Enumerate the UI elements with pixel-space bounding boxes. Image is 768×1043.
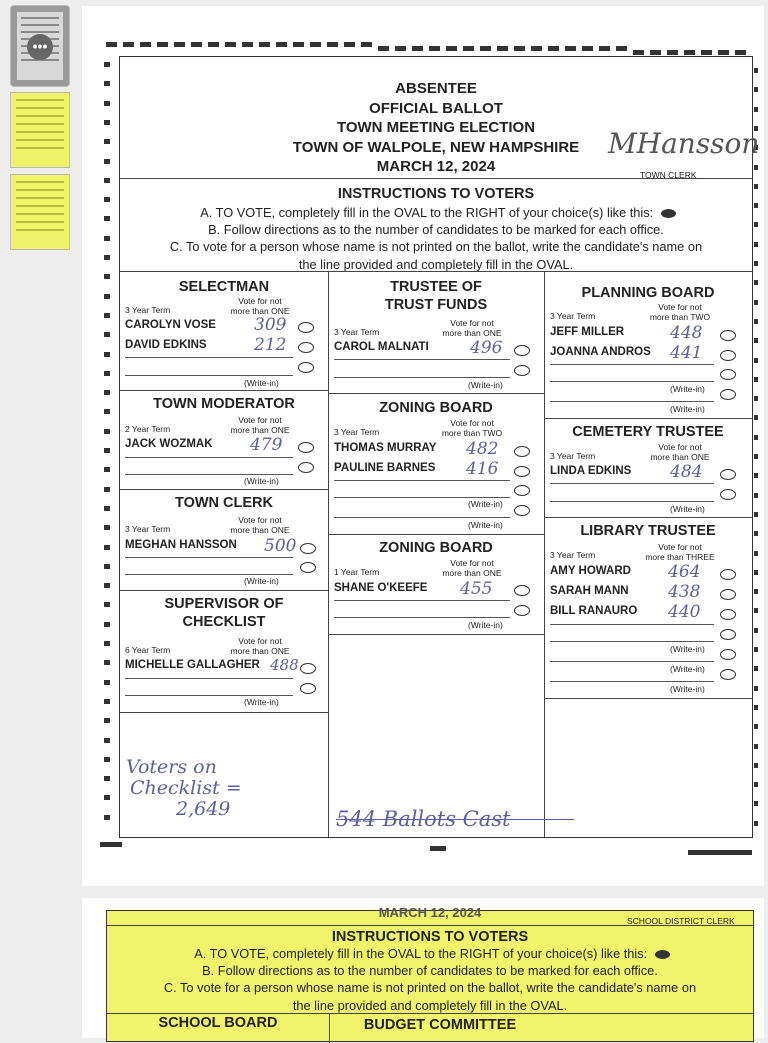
timing-mark bbox=[104, 120, 110, 125]
vote-oval[interactable] bbox=[298, 362, 314, 373]
vote-oval[interactable] bbox=[720, 369, 736, 380]
timing-mark bbox=[104, 641, 110, 646]
ballot-frame bbox=[119, 56, 760, 838]
candidate-name: SHANE O'KEEFE bbox=[334, 582, 428, 594]
write-in-label: (Write-in) bbox=[670, 384, 705, 394]
timing-mark bbox=[754, 608, 758, 613]
timing-mark bbox=[104, 738, 110, 743]
write-in-label: (Write-in) bbox=[670, 664, 705, 674]
write-in-label: (Write-in) bbox=[244, 576, 279, 586]
timing-mark bbox=[754, 551, 758, 556]
header-line: TOWN MEETING ELECTION bbox=[336, 119, 536, 136]
timing-mark bbox=[104, 313, 110, 318]
timing-mark bbox=[104, 699, 110, 704]
office-cemetery-trustee: CEMETERY TRUSTEE bbox=[572, 424, 724, 440]
timing-mark bbox=[754, 473, 758, 478]
vote-oval[interactable] bbox=[298, 322, 314, 333]
term: 3 Year Term bbox=[125, 305, 171, 315]
write-in-label: (Write-in) bbox=[670, 504, 705, 514]
timing-mark bbox=[104, 197, 110, 202]
timing-mark bbox=[754, 319, 758, 324]
timing-mark bbox=[754, 647, 758, 652]
timing-mark bbox=[104, 564, 110, 569]
timing-mark bbox=[616, 46, 627, 51]
office-town-clerk: TOWN CLERK bbox=[174, 495, 273, 511]
candidate-name: JOANNA ANDROS bbox=[550, 346, 651, 358]
vote-count: 309 bbox=[254, 315, 287, 335]
clerk-signature: MHansson bbox=[608, 127, 760, 160]
write-in-label: (Write-in) bbox=[468, 380, 503, 390]
write-in-label: (Write-in) bbox=[244, 697, 279, 707]
vote-oval[interactable] bbox=[720, 389, 736, 400]
timing-mark bbox=[754, 724, 758, 729]
timing-mark bbox=[429, 46, 440, 51]
vote-oval[interactable] bbox=[514, 345, 530, 356]
timing-mark bbox=[104, 622, 110, 627]
vote-oval[interactable] bbox=[720, 569, 736, 580]
write-in-label: (Write-in) bbox=[670, 404, 705, 414]
ballot-page-1 bbox=[82, 6, 764, 886]
timing-mark bbox=[104, 583, 110, 588]
vote-oval[interactable] bbox=[514, 466, 530, 477]
term: 1 Year Term bbox=[334, 567, 380, 577]
timing-mark bbox=[754, 280, 758, 285]
timing-mark bbox=[754, 435, 758, 440]
timing-mark bbox=[378, 46, 389, 51]
vote-limit: Vote for not more than ONE bbox=[650, 442, 710, 462]
office-library-trustee: LIBRARY TRUSTEE bbox=[580, 523, 716, 539]
header-line: OFFICIAL BALLOT bbox=[369, 99, 503, 117]
timing-mark bbox=[633, 50, 644, 55]
vote-oval[interactable] bbox=[300, 562, 316, 573]
vote-limit: Vote for not more than THREE bbox=[645, 542, 715, 562]
candidate-name: CAROL MALNATI bbox=[334, 341, 429, 353]
timing-mark bbox=[754, 242, 758, 247]
timing-mark bbox=[754, 203, 758, 208]
timing-mark bbox=[754, 744, 758, 749]
timing-mark bbox=[174, 42, 185, 47]
timing-mark bbox=[754, 570, 758, 575]
timing-mark bbox=[104, 62, 110, 67]
timing-mark bbox=[104, 274, 110, 279]
timing-mark bbox=[754, 261, 758, 266]
timing-mark bbox=[754, 377, 758, 382]
vote-oval[interactable] bbox=[514, 485, 530, 496]
timing-mark bbox=[754, 222, 758, 227]
timing-mark bbox=[599, 46, 610, 51]
instructions-page2: A. TO VOTE, completely fill in the OVAL to the RIGHT of your choice(s) like this: B. Follow directions as to the number of candidates to be marked for each office. C. To vote for a person whose name is not printed on the ballot, write the candidate's name on the line provided and completely fill in the OVAL. bbox=[163, 946, 697, 1013]
vote-oval[interactable] bbox=[720, 629, 736, 640]
clerk-title: TOWN CLERK bbox=[640, 170, 697, 180]
term: 3 Year Term bbox=[334, 327, 380, 337]
header-line: TOWN OF WALPOLE, NEW HAMPSHIRE bbox=[292, 138, 580, 156]
timing-mark bbox=[667, 50, 678, 55]
timing-mark bbox=[104, 776, 110, 781]
vote-limit: Vote for not more than TWO bbox=[441, 418, 503, 438]
timing-mark bbox=[104, 294, 110, 299]
vote-oval[interactable] bbox=[514, 365, 530, 376]
header-partial: MARCH 12, 2024 bbox=[378, 905, 482, 920]
timing-mark bbox=[104, 371, 110, 376]
term: 3 Year Term bbox=[550, 451, 596, 461]
vote-oval[interactable] bbox=[514, 505, 530, 516]
instruction-line: the line provided and completely fill in the OVAL. bbox=[298, 256, 574, 272]
timing-mark bbox=[327, 42, 338, 47]
vote-oval[interactable] bbox=[300, 663, 316, 674]
candidate-name: BILL RANAURO bbox=[550, 605, 638, 617]
timing-mark bbox=[104, 448, 110, 453]
timing-mark bbox=[754, 782, 758, 787]
ballot-page-2 bbox=[82, 898, 764, 1038]
vote-limit: Vote for not more than TWO bbox=[649, 302, 711, 322]
office-supervisor-of-checklist: SUPERVISOR OF CHECKLIST bbox=[164, 596, 284, 630]
vote-oval[interactable] bbox=[298, 462, 314, 473]
timing-mark bbox=[754, 493, 758, 498]
vote-oval[interactable] bbox=[298, 442, 314, 453]
timing-mark bbox=[276, 42, 287, 47]
vote-oval[interactable] bbox=[720, 469, 736, 480]
vote-count: 482 bbox=[466, 439, 499, 459]
vote-oval[interactable] bbox=[720, 589, 736, 600]
vote-oval[interactable] bbox=[300, 683, 316, 694]
vote-oval[interactable] bbox=[720, 330, 736, 341]
timing-mark bbox=[754, 165, 758, 170]
office-trustee-of-trust-funds: TRUSTEE OF TRUST FUNDS bbox=[384, 279, 488, 313]
vote-count: 500 bbox=[264, 536, 297, 556]
timing-mark bbox=[701, 50, 712, 55]
candidate-name: PAULINE BARNES bbox=[334, 462, 436, 474]
timing-mark bbox=[104, 680, 110, 685]
timing-mark bbox=[565, 46, 576, 51]
timing-mark bbox=[514, 46, 525, 51]
timing-mark bbox=[754, 705, 758, 710]
candidate-name: DAVID EDKINS bbox=[125, 339, 207, 351]
timing-mark bbox=[104, 352, 110, 357]
timing-mark bbox=[754, 358, 758, 363]
vote-oval[interactable] bbox=[720, 649, 736, 660]
timing-mark bbox=[754, 686, 758, 691]
timing-mark bbox=[754, 107, 758, 112]
vote-limit: Vote for not more than ONE bbox=[230, 296, 290, 316]
vote-oval[interactable] bbox=[298, 342, 314, 353]
timing-mark bbox=[104, 81, 110, 86]
timing-mark bbox=[754, 628, 758, 633]
timing-mark bbox=[754, 821, 758, 826]
timing-mark bbox=[104, 139, 110, 144]
term: 3 Year Term bbox=[334, 427, 380, 437]
timing-mark bbox=[104, 602, 110, 607]
candidate-name: LINDA EDKINS bbox=[550, 465, 632, 477]
timing-mark bbox=[106, 42, 117, 47]
voters-on-checklist-note: Voters on Checklist = 2,649 bbox=[126, 756, 242, 820]
timing-mark bbox=[104, 467, 110, 472]
timing-mark bbox=[104, 236, 110, 241]
timing-mark bbox=[104, 409, 110, 414]
term: 6 Year Term bbox=[125, 645, 171, 655]
instruction-line: A. TO VOTE, completely fill in the OVAL to the RIGHT of your choice(s) like this: bbox=[200, 205, 654, 220]
term: 2 Year Term bbox=[125, 424, 171, 434]
filled-oval-example bbox=[661, 209, 676, 218]
timing-mark bbox=[754, 454, 758, 459]
timing-mark bbox=[104, 101, 110, 106]
vote-count: 440 bbox=[668, 602, 701, 622]
vote-oval[interactable] bbox=[720, 350, 736, 361]
timing-mark bbox=[344, 42, 355, 47]
candidate-name: THOMAS MURRAY bbox=[334, 442, 437, 454]
office-zoning-board-1yr: ZONING BOARD bbox=[379, 540, 493, 556]
timing-mark bbox=[754, 763, 758, 768]
timing-mark bbox=[430, 846, 446, 851]
instruction-line: B. Follow directions as to the number of candidates to be marked for each office. bbox=[208, 222, 664, 238]
timing-mark bbox=[754, 666, 758, 671]
vote-count: 448 bbox=[670, 323, 703, 343]
instructions bbox=[140, 204, 732, 273]
vote-limit: Vote for not more than ONE bbox=[442, 558, 502, 578]
instruction-line: C. To vote for a person whose name is not printed on the ballot, write the candidate's name on bbox=[169, 239, 703, 255]
school-district-clerk: SCHOOL DISTRICT CLERK bbox=[627, 916, 735, 926]
header-line: ABSENTEE bbox=[395, 80, 477, 97]
timing-mark bbox=[754, 184, 758, 189]
candidate-name: MEGHAN HANSSON bbox=[125, 539, 237, 551]
ballots-cast-note: 544 Ballots Cast bbox=[336, 807, 511, 831]
vote-count: 496 bbox=[470, 338, 503, 358]
more-horizontal-icon[interactable]: ••• bbox=[27, 34, 53, 60]
candidate-name: SARAH MANN bbox=[550, 585, 629, 597]
page-3-thumbnail[interactable] bbox=[10, 174, 70, 250]
timing-mark bbox=[480, 46, 491, 51]
timing-mark bbox=[531, 46, 542, 51]
vote-oval[interactable] bbox=[514, 446, 530, 457]
candidate-name: MICHELLE GALLAGHER bbox=[125, 659, 260, 671]
page-2-thumbnail[interactable] bbox=[10, 92, 70, 168]
timing-mark bbox=[104, 429, 110, 434]
vote-count: 212 bbox=[254, 335, 287, 355]
vote-oval[interactable] bbox=[300, 543, 316, 554]
vote-count: 416 bbox=[466, 459, 499, 479]
instructions-title-page2: INSTRUCTIONS TO VOTERS bbox=[331, 929, 529, 945]
page-1-thumbnail[interactable] bbox=[10, 5, 70, 87]
timing-mark bbox=[718, 50, 729, 55]
office-selectman: SELECTMAN bbox=[178, 279, 270, 295]
timing-mark bbox=[104, 795, 110, 800]
vote-count: 455 bbox=[460, 579, 493, 599]
timing-mark bbox=[754, 512, 758, 517]
timing-mark bbox=[754, 396, 758, 401]
vote-oval[interactable] bbox=[720, 669, 736, 680]
timing-mark bbox=[104, 332, 110, 337]
timing-mark bbox=[754, 415, 758, 420]
office-zoning-board-3yr: ZONING BOARD bbox=[379, 400, 493, 416]
write-in-label: (Write-in) bbox=[468, 499, 503, 509]
timing-mark bbox=[395, 46, 406, 51]
vote-oval[interactable] bbox=[514, 585, 530, 596]
vote-oval[interactable] bbox=[720, 489, 736, 500]
timing-mark bbox=[123, 42, 134, 47]
candidate-name: JEFF MILLER bbox=[550, 326, 625, 338]
timing-mark bbox=[104, 815, 110, 820]
vote-count: 464 bbox=[668, 562, 701, 582]
vote-limit: Vote for not more than ONE bbox=[230, 515, 290, 535]
office-school-board: SCHOOL BOARD bbox=[158, 1015, 278, 1031]
timing-mark bbox=[754, 68, 758, 73]
office-planning-board: PLANNING BOARD bbox=[581, 285, 715, 301]
timing-mark bbox=[242, 42, 253, 47]
term: 3 Year Term bbox=[125, 524, 171, 534]
timing-mark bbox=[735, 50, 746, 55]
timing-mark bbox=[293, 42, 304, 47]
office-town-moderator: TOWN MODERATOR bbox=[153, 396, 295, 412]
timing-mark bbox=[361, 42, 372, 47]
vote-limit: Vote for not more than ONE bbox=[230, 636, 290, 656]
timing-mark bbox=[497, 46, 508, 51]
write-in-label: (Write-in) bbox=[244, 378, 279, 388]
timing-mark bbox=[100, 842, 122, 847]
timing-mark bbox=[104, 545, 110, 550]
timing-mark bbox=[310, 42, 321, 47]
vote-limit: Vote for not more than ONE bbox=[230, 415, 290, 435]
timing-mark bbox=[446, 46, 457, 51]
vote-count: 488 bbox=[270, 656, 299, 674]
write-in-label: (Write-in) bbox=[468, 520, 503, 530]
timing-mark bbox=[104, 216, 110, 221]
vote-count: 441 bbox=[670, 343, 703, 363]
timing-mark bbox=[208, 42, 219, 47]
timing-mark bbox=[754, 300, 758, 305]
timing-mark bbox=[754, 338, 758, 343]
timing-mark bbox=[225, 42, 236, 47]
timing-mark bbox=[754, 801, 758, 806]
candidate-name: JACK WOZMAK bbox=[125, 438, 213, 450]
vote-oval[interactable] bbox=[514, 605, 530, 616]
term: 3 Year Term bbox=[550, 311, 596, 321]
term: 3 Year Term bbox=[550, 550, 596, 560]
write-in-label: (Write-in) bbox=[670, 684, 705, 694]
write-in-label: (Write-in) bbox=[468, 620, 503, 630]
candidate-name: AMY HOWARD bbox=[550, 565, 631, 577]
write-in-label: (Write-in) bbox=[670, 644, 705, 654]
instructions-title: INSTRUCTIONS TO VOTERS bbox=[337, 186, 535, 202]
timing-mark bbox=[548, 46, 559, 51]
candidate-name: CAROLYN VOSE bbox=[125, 319, 216, 331]
timing-mark bbox=[650, 50, 661, 55]
timing-mark bbox=[688, 850, 752, 855]
timing-mark bbox=[104, 487, 110, 492]
header-line: MARCH 12, 2024 bbox=[376, 158, 496, 175]
timing-mark bbox=[157, 42, 168, 47]
office-budget-committee: BUDGET COMMITTEE bbox=[363, 1017, 517, 1033]
timing-mark bbox=[104, 390, 110, 395]
timing-mark bbox=[412, 46, 423, 51]
vote-count: 438 bbox=[668, 582, 701, 602]
timing-mark bbox=[582, 46, 593, 51]
timing-mark bbox=[104, 525, 110, 530]
timing-mark bbox=[754, 531, 758, 536]
timing-mark bbox=[104, 255, 110, 260]
write-in-label: (Write-in) bbox=[244, 476, 279, 486]
timing-mark bbox=[104, 718, 110, 723]
timing-mark bbox=[463, 46, 474, 51]
timing-mark bbox=[754, 589, 758, 594]
vote-count: 484 bbox=[670, 462, 703, 482]
vote-oval[interactable] bbox=[720, 609, 736, 620]
timing-mark bbox=[754, 87, 758, 92]
timing-mark bbox=[104, 159, 110, 164]
timing-mark bbox=[259, 42, 270, 47]
timing-mark bbox=[104, 506, 110, 511]
timing-mark bbox=[191, 42, 202, 47]
timing-mark bbox=[140, 42, 151, 47]
timing-mark bbox=[684, 50, 695, 55]
vote-limit: Vote for not more than ONE bbox=[442, 318, 502, 338]
timing-mark bbox=[104, 757, 110, 762]
vote-count: 479 bbox=[250, 435, 283, 455]
timing-mark bbox=[104, 178, 110, 183]
timing-mark bbox=[104, 660, 110, 665]
